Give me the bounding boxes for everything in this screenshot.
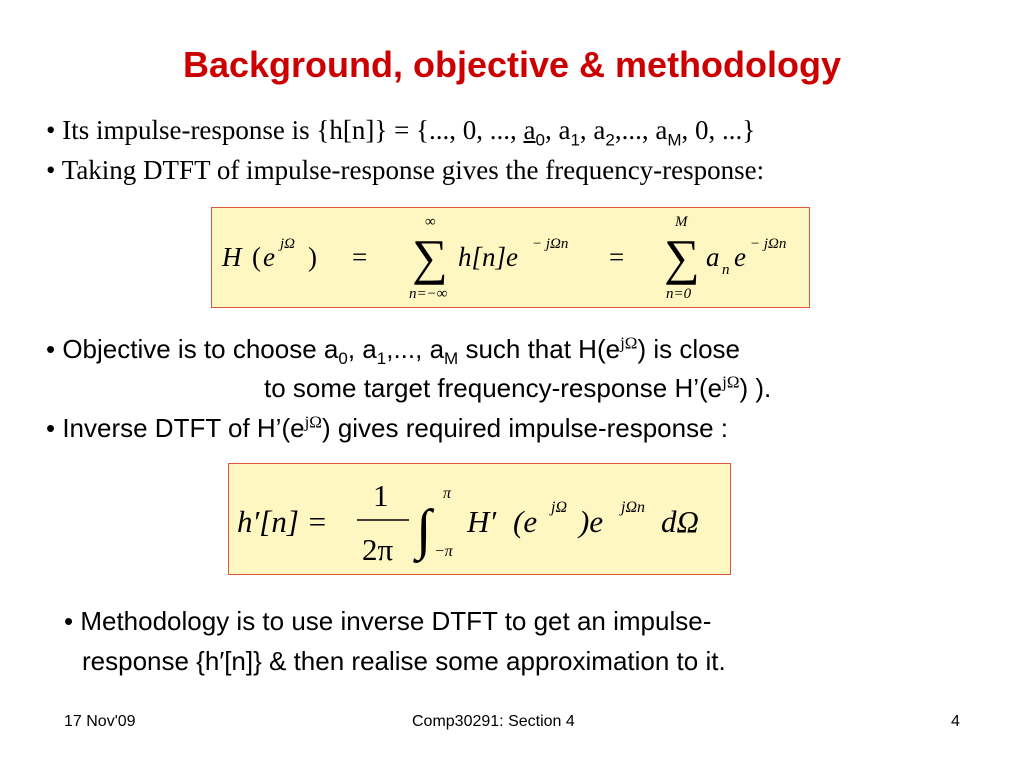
bullet-methodology-line-2: response {h′[n]} & then realise some approximation to it. — [82, 646, 726, 676]
bullet-1-a: a — [523, 115, 536, 145]
bullet-3-text-4: such that H(e — [458, 334, 621, 364]
bullet-1-text-aM: ,..., a — [614, 115, 668, 145]
equation-1-svg — [212, 208, 809, 307]
eq2-denominator: 2π — [362, 532, 394, 567]
eq1-exp-2: − jΩn — [750, 236, 787, 252]
bullet-3-sub-1: 1 — [376, 349, 387, 369]
bullet-1-sub-M: M — [667, 130, 682, 150]
equation-inverse-dtft — [228, 463, 731, 575]
bullet-objective-line-2 — [264, 373, 771, 404]
bullet-methodology: • Methodology is to use inverse DTFT to get an impulse- — [64, 606, 712, 636]
eq1-a-sub-n: n — [722, 262, 730, 278]
eq2-Hprime: H′ — [467, 504, 497, 539]
eq1-H: H — [222, 242, 242, 272]
eq2-upper-limit: π — [443, 485, 452, 502]
footer-page-number: 4 — [951, 713, 960, 730]
bullet-3-text-3: ,..., a — [386, 334, 445, 364]
bullet-dtft: • Taking DTFT of impulse-response gives the frequency-response: — [46, 155, 765, 185]
eq1-sigma-1: ∑ — [412, 229, 448, 285]
eq1-lparen: ( — [252, 242, 261, 272]
bullet-3-text-2: , a — [347, 334, 377, 364]
eq2-dOmega: dΩ — [661, 504, 699, 539]
bullet-1-suffix: , 0, ...} — [681, 115, 756, 145]
bullet-4-text-1: • Inverse DTFT of H’(e — [46, 413, 305, 443]
bullet-impulse-response — [46, 115, 756, 150]
eq2-sup-1: jΩ — [551, 499, 568, 516]
slide-title: Background, objective & methodology — [182, 44, 842, 85]
bullet-1-sub-0: 0 — [535, 130, 545, 150]
footer-date: 17 Nov'09 — [64, 713, 136, 730]
eq2-integral: ∫ — [416, 499, 432, 561]
eq1-e2: e — [734, 242, 746, 272]
eq1-a: a — [706, 242, 720, 272]
bullet-inverse-dtft — [46, 413, 728, 444]
eq2-lhs: h′[n] = — [237, 504, 328, 539]
eq2-sup-2: jΩn — [621, 499, 646, 516]
eq2-numerator: 1 — [373, 478, 389, 513]
bullet-1-text-a1: , a — [544, 115, 571, 145]
bullet-3-sub-0: 0 — [338, 349, 348, 369]
bullet-1-sub-2: 2 — [605, 130, 615, 150]
eq2-close-e: )e — [579, 504, 604, 539]
bullet-4-sup: jΩ — [304, 412, 322, 432]
eq1-sum2-upper: M — [675, 214, 688, 230]
eq1-rparen: ) — [308, 242, 317, 272]
eq1-sum1-upper: ∞ — [425, 214, 436, 230]
footer-course: Comp30291: Section 4 — [412, 713, 575, 730]
bullet-1-a0 — [523, 115, 545, 150]
eq2-lower-limit: −π — [434, 543, 453, 560]
bullet-3-text-1: • Objective is to choose a — [46, 334, 339, 364]
bullet-1-prefix: • Its impulse-response is {h[n]} = {..., 0, ..., — [46, 115, 524, 145]
eq1-sum2-lower: n=0 — [666, 286, 692, 302]
eq1-sum1-lower: n=−∞ — [409, 286, 448, 302]
eq2-open-e: (e — [513, 504, 538, 539]
bullet-1-sub-1: 1 — [570, 130, 580, 150]
equation-frequency-response — [211, 207, 810, 308]
bullet-3-line2-text-1: to some target frequency-response H’(e — [264, 373, 723, 403]
bullet-3-sup: jΩ — [620, 333, 638, 353]
equation-2-svg — [229, 464, 730, 574]
bullet-3-line2-sup: jΩ — [722, 372, 740, 392]
eq1-equals-2: = — [609, 242, 625, 272]
bullet-3-text-5: ) is close — [637, 334, 741, 364]
eq1-sigma-2: ∑ — [664, 229, 700, 285]
bullet-3-line2-text-2: ) ). — [739, 373, 772, 403]
eq1-hn-e: h[n]e — [458, 242, 518, 272]
bullet-objective — [46, 333, 741, 369]
bullet-4-text-2: ) gives required impulse-response : — [321, 413, 729, 443]
bullet-1-text-a2: , a — [579, 115, 606, 145]
bullet-3-sub-M: M — [444, 349, 459, 369]
eq1-equals-1: = — [352, 242, 368, 272]
eq1-e: e — [263, 242, 275, 272]
eq1-jomega: jΩ — [280, 236, 296, 252]
eq1-exp-1: − jΩn — [532, 236, 569, 252]
